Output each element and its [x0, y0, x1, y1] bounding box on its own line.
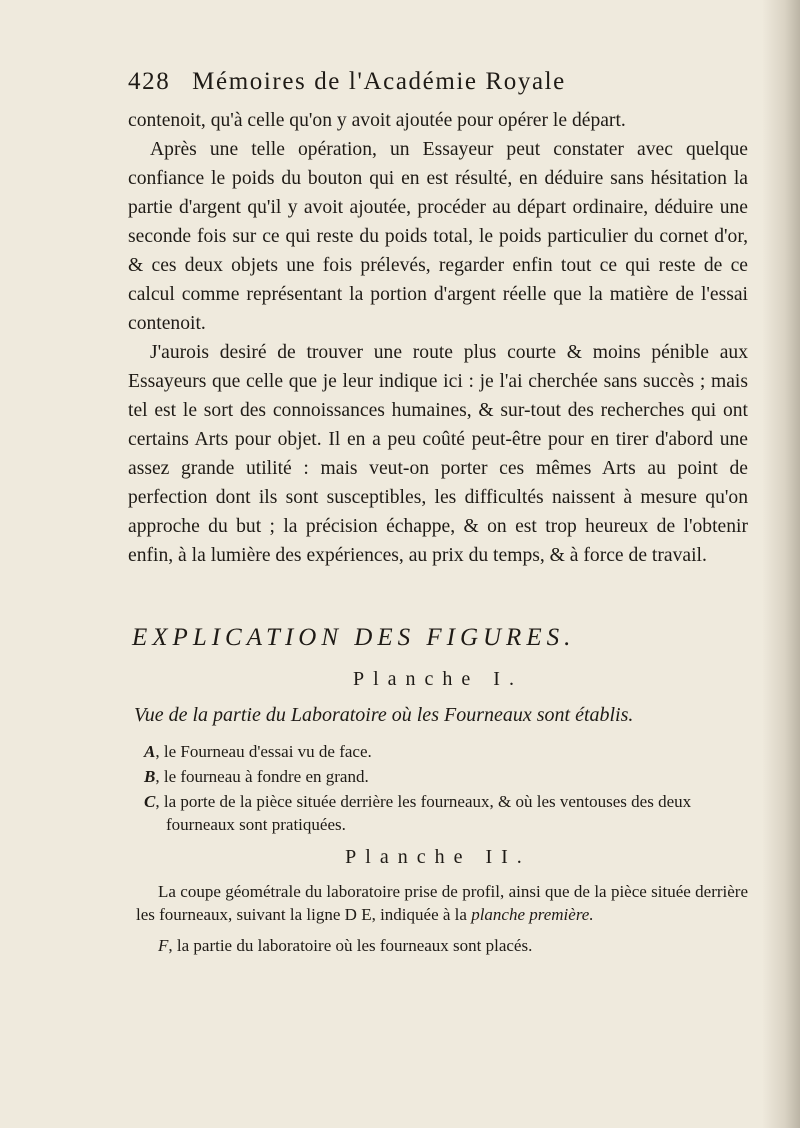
legend-key: C	[144, 792, 156, 811]
plate-1-legend	[128, 740, 748, 836]
page-edge-shadow	[762, 0, 800, 1128]
plate-2-reference: planche première.	[471, 905, 594, 924]
legend-text: , la partie du laboratoire où les fourneaux sont placés.	[168, 936, 533, 955]
plate-2-paragraph	[136, 880, 748, 926]
legend-item	[136, 765, 748, 788]
plate-2-text: La coupe géométrale du laboratoire prise de profil, ainsi que de la pièce située derrière les fourneaux, suivant la ligne D E, indiquée à la	[136, 882, 748, 924]
plate-1-heading: Planche I.	[353, 668, 523, 690]
legend-text: , le Fourneau d'essai vu de face.	[155, 742, 372, 761]
legend-key: B	[144, 767, 156, 786]
plate-2-heading: Planche II.	[345, 846, 531, 868]
running-head	[128, 68, 748, 96]
page-number: 428	[128, 68, 171, 95]
legend-item	[136, 740, 748, 763]
legend-item	[136, 790, 748, 836]
legend-text: , le fourneau à fondre en grand.	[155, 767, 369, 786]
paragraph: J'aurois desiré de trouver une route plus courte & moins pénible aux Essayeurs que celle que je leur indique ici : je l'ai cherchée sans succès ; mais tel est le sort des connoissances humaines, & sur-tout des recherches qui ont certains Arts pour objet. Il en a peu coûté peut-être pour en tirer d'abord une assez grande utilité : mais veut-on porter ces mêmes Arts au point de perfection dont ils sont susceptibles, les difficultés naissent à mesure qu'on approche du but ; la précision échappe, & on est trop heureux de l'obtenir enfin, à la lumière des expériences, au prix du temps, & à force de travail.	[128, 342, 748, 566]
legend-text: , la porte de la pièce située derrière les fourneaux, & où les ventouses des deux fourneaux sont pratiquées.	[155, 792, 692, 834]
body-text	[128, 106, 748, 570]
running-head-title: Mémoires de l'Académie Royale	[192, 68, 566, 95]
plate-1-caption: Vue de la partie du Laboratoire où les Fourneaux sont établis.	[134, 704, 634, 726]
legend-key: A	[144, 742, 156, 761]
explication-section	[128, 620, 748, 957]
paragraph: contenoit, qu'à celle qu'on y avoit ajoutée pour opérer le départ.	[128, 110, 626, 131]
paragraph: Après une telle opération, un Essayeur peut constater avec quelque confiance le poids du bouton qui en est résulté, en déduire sans hésitation la partie d'argent qu'il y avoit ajoutée, procéder au départ ordinaire, déduire une seconde fois sur ce qui reste du poids total, le poids particulier du cornet d'or, & ces deux objets une fois prélevés, regarder enfin tout ce qui reste de ce calcul comme représentant la portion d'argent réelle que la matière de l'essai contenoit.	[128, 139, 748, 334]
legend-key: F	[158, 936, 169, 955]
plate-2-legend-item	[136, 934, 748, 957]
section-title: EXPLICATION DES FIGURES.	[132, 624, 576, 651]
